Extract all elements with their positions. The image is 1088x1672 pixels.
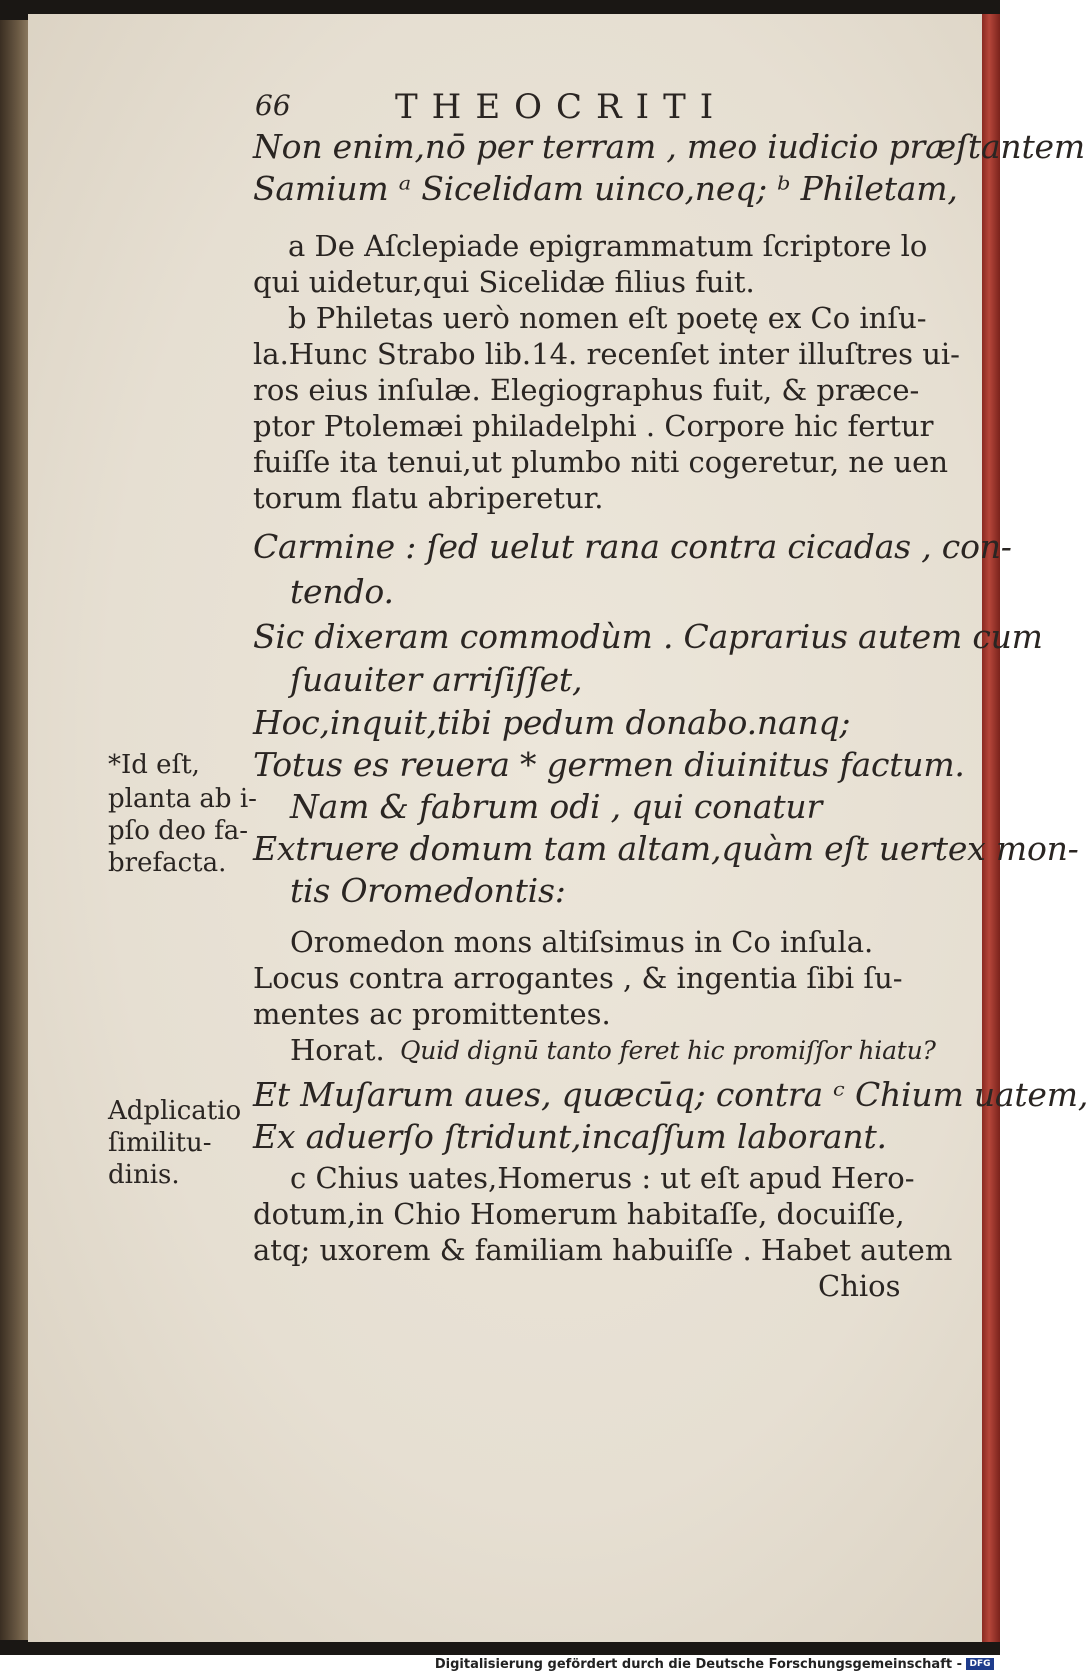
note-line: la.Hunc Strabo lib.14. recenſet inter illuſtres ui- — [253, 337, 960, 371]
text-line: Totus es reuera * germen diuinitus factum. — [253, 745, 965, 784]
text-line: Extruere domum tam altam,quàm eſt uertex mon- — [253, 829, 1079, 868]
text-line: ſuauiter arriſiſſet, — [290, 660, 583, 699]
page-number: 66 — [255, 89, 291, 122]
note-line: dotum,in Chio Homerum habitaſſe, docuiſſe, — [253, 1197, 905, 1231]
text-line: Nam & fabrum odi , qui conatur — [290, 787, 823, 826]
citation-label: Horat. — [290, 1033, 385, 1067]
note-line: torum flatu abriperetur. — [253, 481, 604, 515]
margin-note: pſo deo fa- — [108, 816, 249, 846]
margin-note: Adplicatio — [108, 1096, 242, 1126]
text-line: Non enim,nō per terram , meo iudicio præſtantem — [253, 127, 1085, 166]
note-line: mentes ac promittentes. — [253, 997, 611, 1031]
dfg-logo: DFG — [966, 1658, 994, 1670]
margin-note: *Id eſt, — [108, 750, 200, 780]
text-line: Et Muſarum aues, quæcūq; contra ᶜ Chium uatem, — [253, 1075, 1088, 1114]
margin-note: brefacta. — [108, 848, 227, 878]
digitization-credit: Digitalisierung gefördert durch die Deutsche Forschungsgemeinschaft - — [434, 1657, 962, 1672]
note-line: fuiſſe ita tenui,ut plumbo niti cogeretur, ne uen — [253, 445, 949, 479]
margin-note: dinis. — [108, 1160, 180, 1190]
running-title: THEOCRITI — [395, 87, 728, 127]
page-edge-red — [982, 14, 1000, 1642]
text-line: Ex aduerſo ſtridunt,incaſſum laborant. — [253, 1117, 887, 1156]
catchword: Chios — [818, 1269, 901, 1303]
margin-note: ſimilitu- — [108, 1128, 212, 1158]
note-line: b Philetas uerò nomen eſt poetę ex Co inſu- — [288, 301, 927, 335]
citation-quote: Quid dignū tanto feret hic promiſſor hiatu? — [400, 1036, 936, 1065]
book-spine — [0, 20, 30, 1640]
note-line: Oromedon mons altiſsimus in Co inſula. — [290, 925, 874, 959]
text-line: Carmine : ſed uelut rana contra cicadas , con- — [253, 527, 1012, 566]
note-line: a De Aſclepiade epigrammatum ſcriptore lo — [288, 229, 928, 263]
text-line: Hoc,inquit,tibi pedum donabo.nanq; — [253, 703, 851, 742]
note-line: ptor Ptolemæi philadelphi . Corpore hic fertur — [253, 409, 934, 443]
note-line: ros eius inſulæ. Elegiographus fuit, & præce- — [253, 373, 920, 407]
note-line: Locus contra arrogantes , & ingentia ſibi ſu- — [253, 961, 903, 995]
note-line: qui uidetur,qui Sicelidæ filius fuit. — [253, 265, 755, 299]
note-line: atq; uxorem & familiam habuiſſe . Habet autem — [253, 1233, 953, 1267]
text-line: tis Oromedontis: — [290, 871, 566, 910]
text-line: tendo. — [290, 572, 394, 611]
note-line: c Chius uates,Homerus : ut eſt apud Hero- — [290, 1161, 915, 1195]
text-line: Sic dixeram commodùm . Caprarius autem cum — [253, 617, 1043, 656]
margin-note: planta ab i- — [108, 784, 257, 814]
text-line: Samium ᵃ Sicelidam uinco,neq; ᵇ Philetam, — [253, 169, 958, 208]
